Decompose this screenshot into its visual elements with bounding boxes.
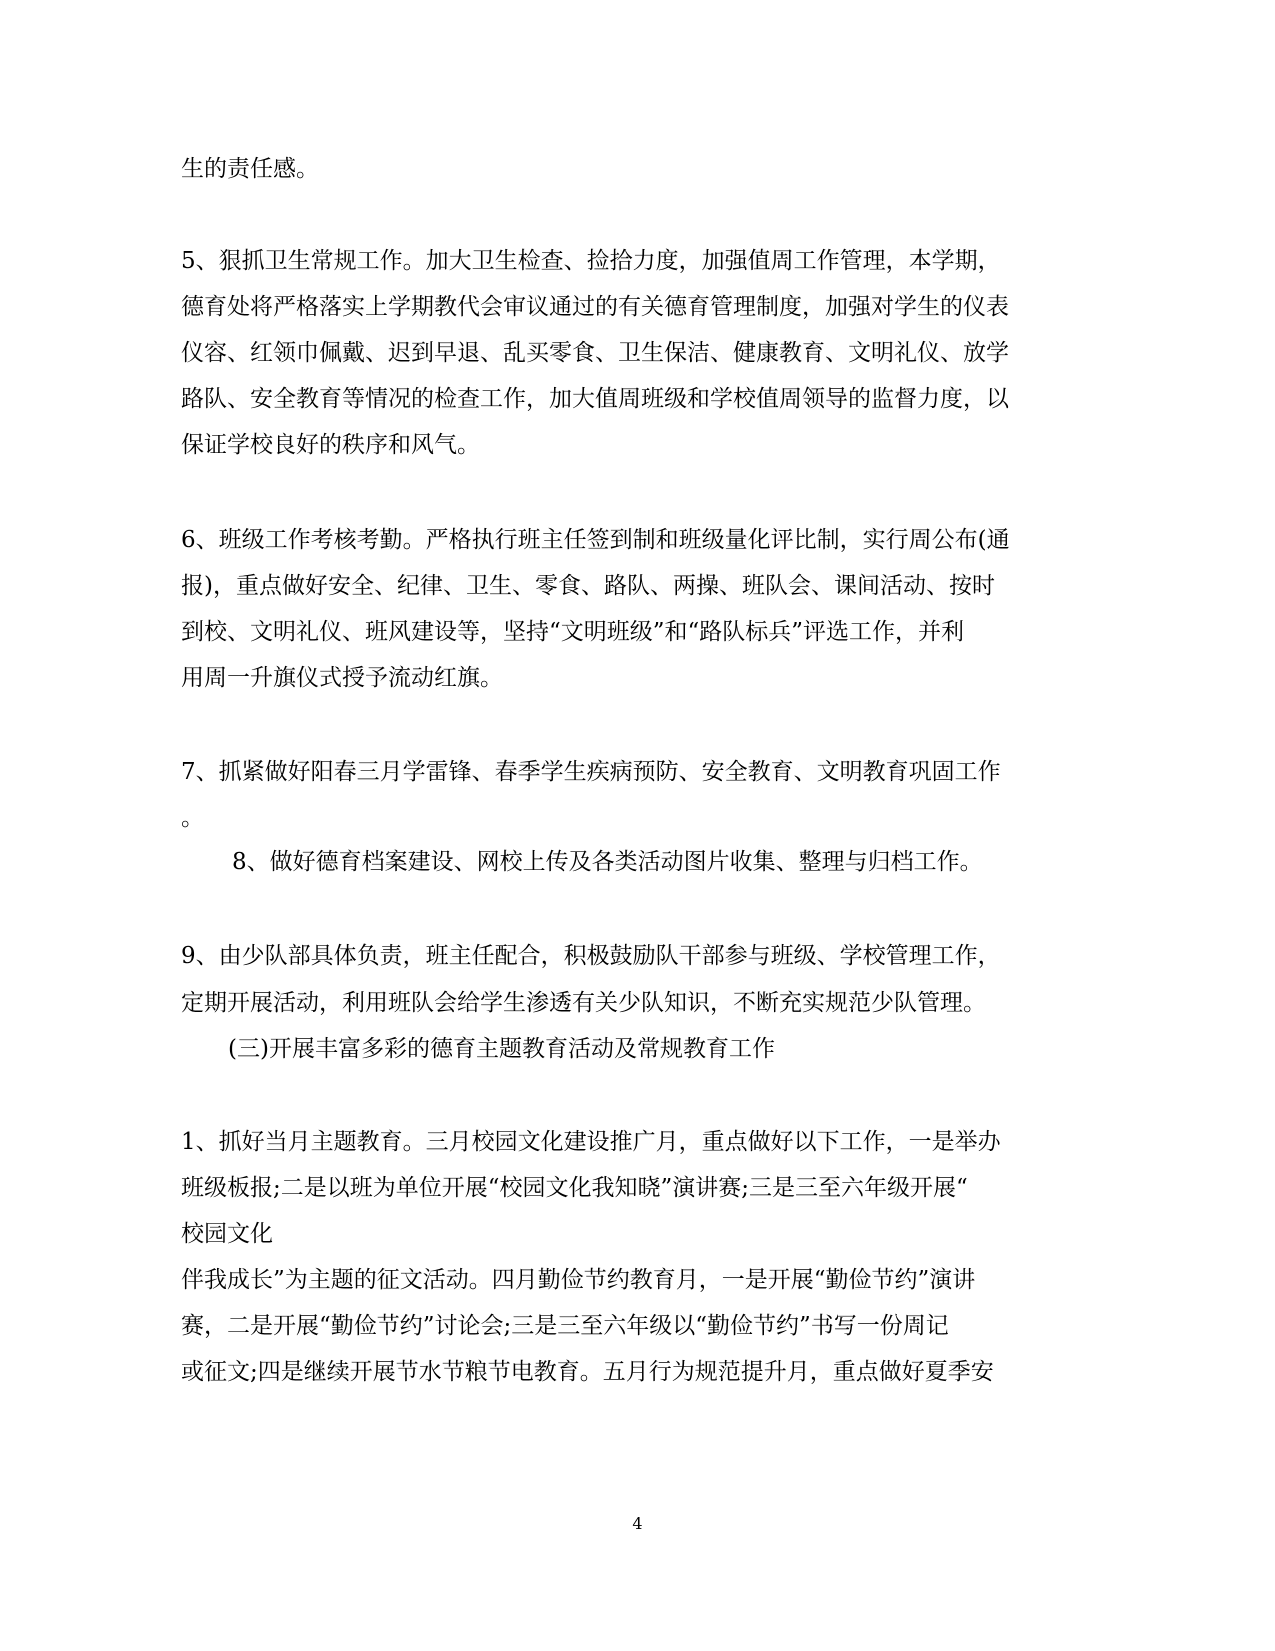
- paragraph-line: 定期开展活动，利用班队会给学生渗透有关少队知识，不断充实规范少队管理。: [181, 990, 986, 1016]
- paragraph-line: 5、狠抓卫生常规工作。加大卫生检查、捡拾力度，加强值周工作管理，本学期，: [181, 248, 1001, 274]
- paragraph-line: 8、做好德育档案建设、网校上传及各类活动图片收集、整理与归档工作。: [232, 849, 983, 875]
- paragraph-line: 保证学校良好的秩序和风气。: [181, 432, 480, 458]
- paragraph-line: 仪容、红领巾佩戴、迟到早退、乱买零食、卫生保洁、健康教育、文明礼仪、放学: [181, 340, 1009, 366]
- page-number: 4: [632, 1514, 643, 1533]
- paragraph-line: 伴我成长”为主题的征文活动。四月勤俭节约教育月，一是开展“勤俭节约”演讲: [181, 1267, 976, 1293]
- paragraph-line: 校园文化: [181, 1221, 273, 1247]
- paragraph-line: 1、抓好当月主题教育。三月校园文化建设推广月，重点做好以下工作，一是举办: [181, 1129, 1001, 1155]
- paragraph-line: 或征文;四是继续开展节水节粮节电教育。五月行为规范提升月，重点做好夏季安: [181, 1359, 994, 1385]
- paragraph-line: 用周一升旗仪式授予流动红旗。: [181, 665, 503, 691]
- paragraph-line: 生的责任感。: [181, 156, 319, 182]
- paragraph-line: 6、班级工作考核考勤。严格执行班主任签到制和班级量化评比制，实行周公布(通: [181, 527, 1010, 553]
- paragraph-line: 班级板报;二是以班为单位开展“校园文化我知晓”演讲赛;三是三至六年级开展“: [181, 1175, 968, 1201]
- paragraph-line: 。: [181, 805, 204, 831]
- section-heading: (三)开展丰富多彩的德育主题教育活动及常规教育工作: [228, 1036, 775, 1062]
- paragraph-line: 9、由少队部具体负责，班主任配合，积极鼓励队干部参与班级、学校管理工作，: [181, 943, 1001, 969]
- paragraph-line: 7、抓紧做好阳春三月学雷锋、春季学生疾病预防、安全教育、文明教育巩固工作: [181, 759, 1001, 785]
- paragraph-line: 到校、文明礼仪、班风建设等，坚持“文明班级”和“路队标兵”评选工作，并利: [181, 619, 965, 645]
- paragraph-line: 赛，二是开展“勤俭节约”讨论会;三是三至六年级以“勤俭节约”书写一份周记: [181, 1313, 949, 1339]
- paragraph-line: 路队、安全教育等情况的检查工作，加大值周班级和学校值周领导的监督力度，以: [181, 386, 1009, 412]
- paragraph-line: 德育处将严格落实上学期教代会审议通过的有关德育管理制度，加强对学生的仪表: [181, 294, 1009, 320]
- paragraph-line: 报)，重点做好安全、纪律、卫生、零食、路队、两操、班队会、课间活动、按时: [181, 573, 995, 599]
